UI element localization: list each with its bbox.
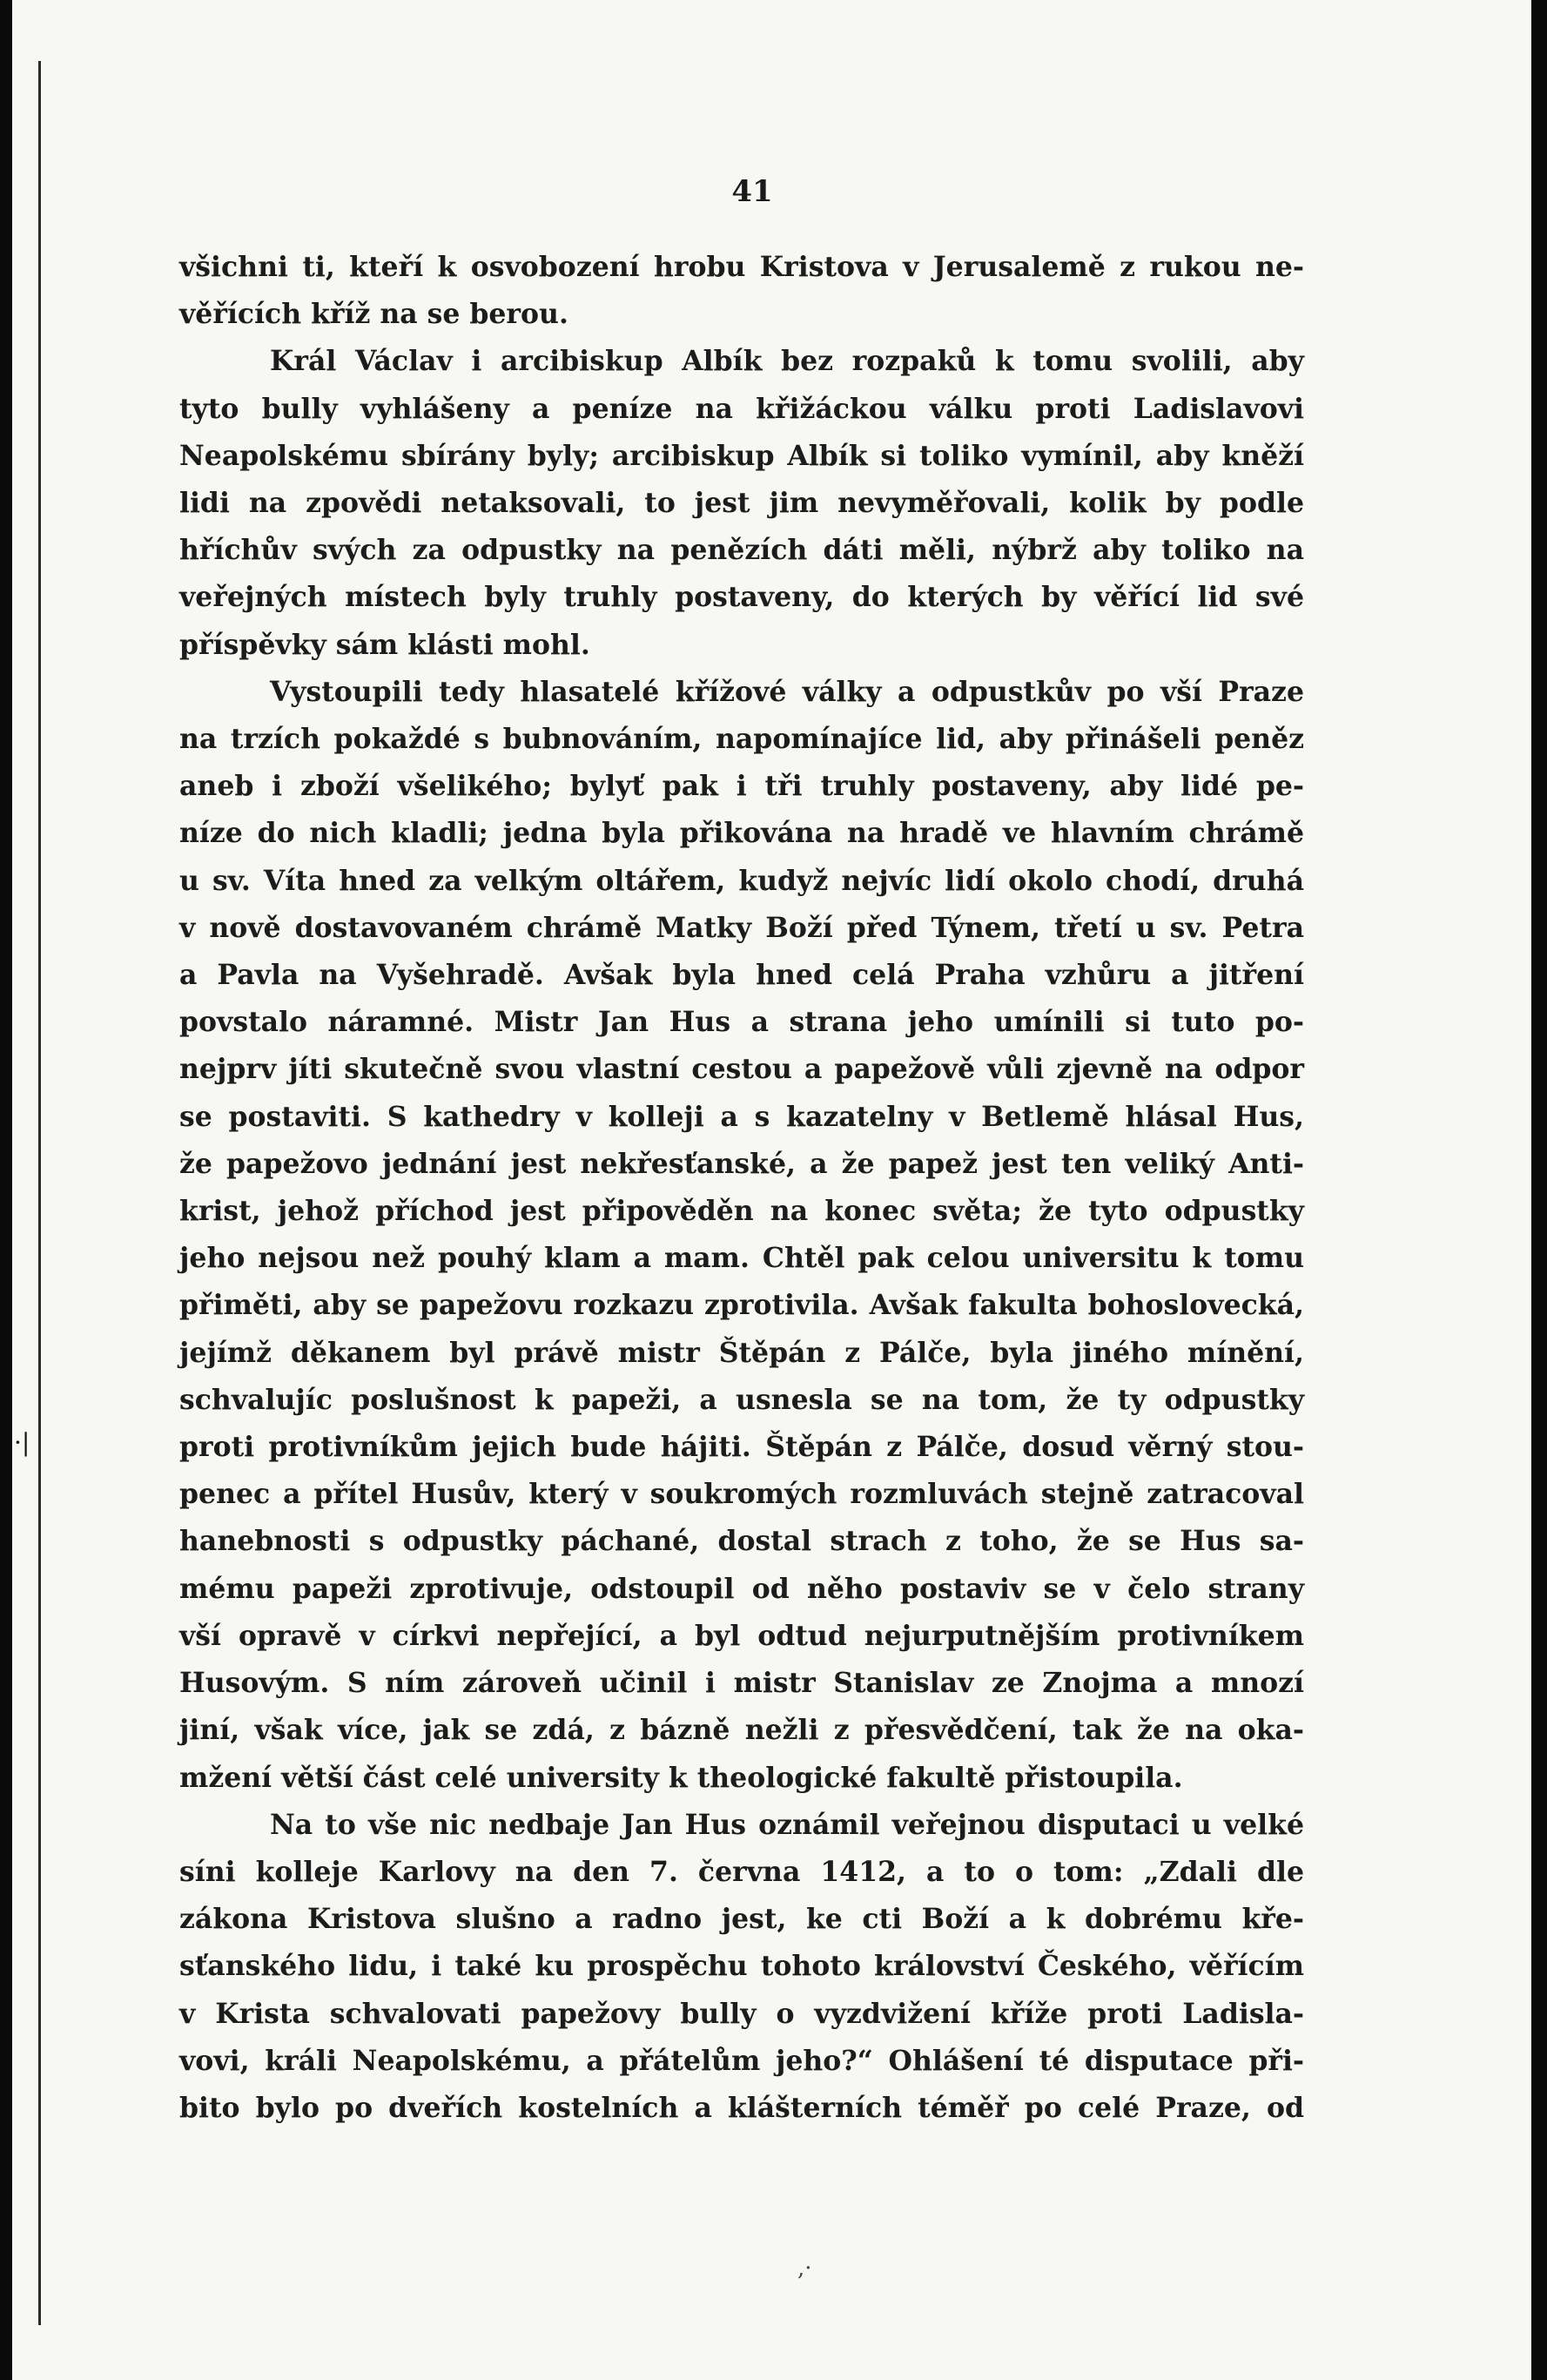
- text-line: jeho nejsou než pouhý klam a mam. Chtěl pak celou universitu k tomu: [179, 1242, 1304, 1275]
- text-line: Na to vše nic nedbaje Jan Hus oznámil veřejnou disputaci u velké: [270, 1808, 1304, 1841]
- book-page: [12, 0, 1531, 2380]
- text-line: na trzích pokaždé s bubnováním, napomínajíce lid, aby přinášeli peněz: [179, 723, 1304, 756]
- text-line: povstalo náramné. Mistr Jan Hus a strana jeho umínili si tuto po-: [179, 1006, 1304, 1039]
- page-number: 41: [731, 174, 773, 209]
- text-line: v nově dostavovaném chrámě Matky Boží před Týnem, třetí u sv. Petra: [179, 911, 1304, 944]
- text-line: vší opravě v církvi nepřející, a byl odtud nejurputnějším protivníkem: [179, 1619, 1304, 1652]
- text-line: Král Václav i arcibiskup Albík bez rozpaků k tomu svolili, aby: [270, 345, 1304, 378]
- page-edge-line: [38, 61, 41, 2325]
- text-line: věřících kříž na se berou.: [179, 298, 568, 331]
- text-line: příspěvky sám klásti mohl.: [179, 628, 590, 661]
- text-line: penec a přítel Husův, který v soukromých rozmluvách stejně zatracoval: [179, 1478, 1304, 1511]
- text-line: všichni ti, kteří k osvobození hrobu Kristova v Jerusalemě z rukou ne-: [179, 251, 1304, 283]
- text-line: hříchův svých za odpustky na penězích dáti měli, nýbrž aby toliko na: [179, 534, 1304, 567]
- text-line: přiměti, aby se papežovu rozkazu zprotivila. Avšak fakulta bohoslovecká,: [179, 1289, 1304, 1322]
- text-line: proti protivníkům jejich bude hájiti. Štěpán z Pálče, dosud věrný stou-: [179, 1431, 1304, 1464]
- text-line: se postaviti. S kathedry v kolleji a s kazatelny v Betlemě hlásal Hus,: [179, 1100, 1304, 1133]
- text-line: síni kolleje Karlovy na den 7. června 1412, a to o tom: „Zdali dle: [179, 1855, 1304, 1888]
- text-line: níze do nich kladli; jedna byla přikována na hradě ve hlavním chrámě: [179, 817, 1304, 850]
- text-line: schvalujíc poslušnost k papeži, a usnesla se na tom, že ty odpustky: [179, 1383, 1304, 1416]
- text-line: a Pavla na Vyšehradě. Avšak byla hned celá Praha vzhůru a jitření: [179, 959, 1304, 992]
- text-line: veřejných místech byly truhly postaveny, do kterých by věřící lid své: [179, 581, 1304, 614]
- text-line: v Krista schvalovati papežovy bully o vyzdvižení kříže proti Ladisla-: [179, 1997, 1304, 2030]
- text-line: nejprv jíti skutečně svou vlastní cestou a papežově vůli zjevně na odpor: [179, 1053, 1304, 1086]
- text-line: mžení větší část celé university k theologické fakultě přistoupila.: [179, 1761, 1183, 1794]
- text-line: jejímž děkanem byl právě mistr Štěpán z Pálče, byla jiného mínění,: [179, 1336, 1304, 1369]
- text-line: bito bylo po dveřích kostelních a klášterních téměř po celé Praze, od: [179, 2091, 1304, 2124]
- text-line: jiní, však více, jak se zdá, z bázně nežli z přesvědčení, tak že na oka-: [179, 1714, 1304, 1747]
- text-line: Husovým. S ním zároveň učinil i mistr Stanislav ze Znojma a mnozí: [179, 1667, 1304, 1700]
- text-line: zákona Kristova slušno a radno jest, ke cti Boží a k dobrému kře-: [179, 1903, 1304, 1936]
- margin-mark: ·|: [14, 1428, 30, 1457]
- text-line: tyto bully vyhlášeny a peníze na křižáckou válku proti Ladislavovi: [179, 392, 1304, 425]
- text-line: Vystoupili tedy hlasatelé křížové války a odpustkův po vší Praze: [270, 675, 1304, 708]
- text-line: krist, jehož příchod jest připověděn na konec světa; že tyto odpustky: [179, 1195, 1304, 1228]
- text-line: hanebnosti s odpustky páchané, dostal strach z toho, že se Hus sa-: [179, 1525, 1304, 1558]
- ink-speck: ,·: [797, 2255, 812, 2282]
- text-line: vovi, králi Neapolskému, a přátelům jeho?“ Ohlášení té disputace při-: [179, 2044, 1304, 2077]
- body-text: [179, 244, 1304, 2132]
- text-line: sťanského lidu, i také ku prospěchu tohoto království Českého, věřícím: [179, 1950, 1304, 1983]
- text-line: Neapolskému sbírány byly; arcibiskup Albík si toliko vymínil, aby kněží: [179, 439, 1304, 472]
- text-line: že papežovo jednání jest nekřesťanské, a že papež jest ten veliký Anti-: [179, 1147, 1304, 1180]
- text-line: mému papeži zprotivuje, odstoupil od něho postaviv se v čelo strany: [179, 1572, 1304, 1605]
- text-line: aneb i zboží všelikého; bylyť pak i tři truhly postaveny, aby lidé pe-: [179, 770, 1304, 803]
- text-line: lidi na zpovědi netaksovali, to jest jim nevyměřovali, kolik by podle: [179, 487, 1304, 520]
- text-line: u sv. Víta hned za velkým oltářem, kudyž nejvíc lidí okolo chodí, druhá: [179, 864, 1304, 897]
